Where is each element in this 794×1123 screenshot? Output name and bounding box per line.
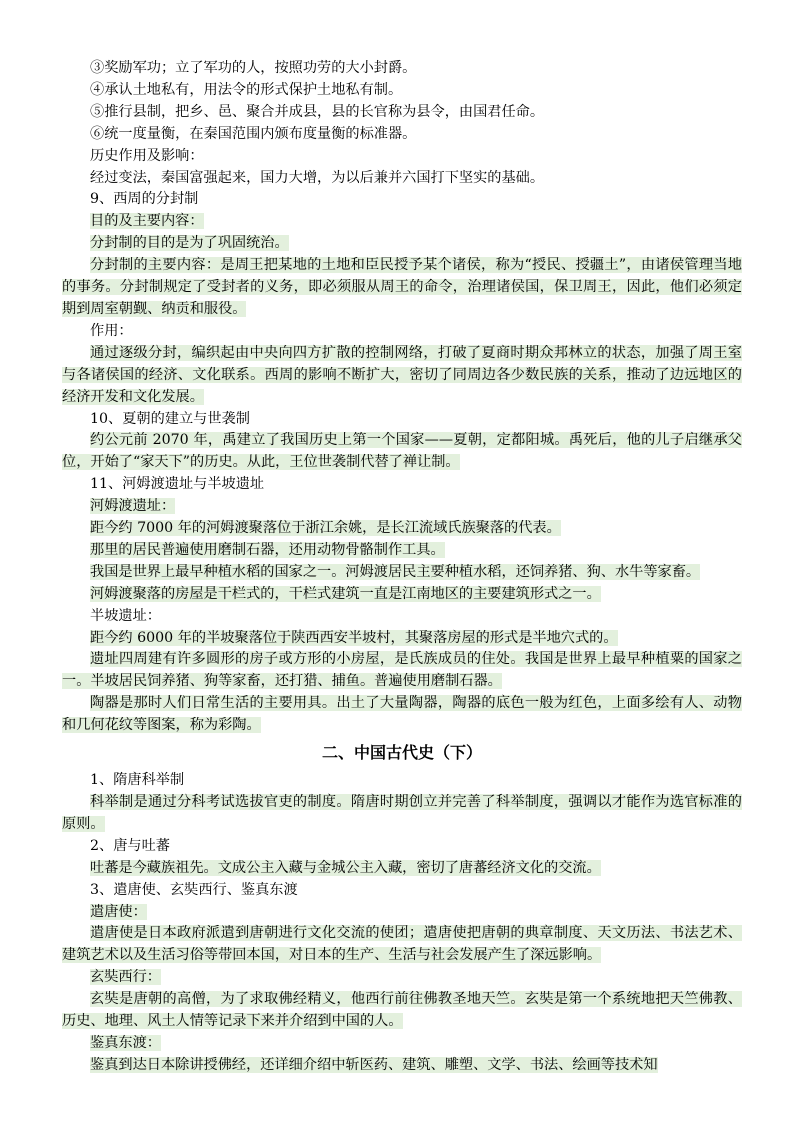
paragraph [62, 233, 742, 255]
paragraph-text: 经过变法，秦国富强起来，国力大增，为以后兼并六国打下坚实的基础。 [90, 169, 545, 186]
paragraph [62, 540, 742, 562]
paragraph [62, 211, 742, 233]
paragraph-text: 鉴真到达日本除讲授佛经，还详细介绍中斩医药、建筑、雕塑、文学、书法、绘画等技术知 [90, 1056, 658, 1073]
paragraph-text: 那里的居民普遍使用磨制石器，还用动物骨骼制作工具。 [90, 541, 445, 558]
paragraph [62, 923, 742, 967]
paragraph-text: 半坡遗址： [90, 607, 161, 624]
paragraph [62, 628, 742, 650]
paragraph-text: 约公元前 2070 年，禹建立了我国历史上第一个国家——夏朝，定都阳城。禹死后，他的儿子启继承父位，开始了“家天下”的历史。从此，王位世袭制代替了禅让制。 [62, 432, 742, 471]
paragraph [62, 967, 742, 989]
paragraph-text: 3、遣唐使、玄奘西行、鉴真东渡 [90, 881, 298, 898]
paragraph [62, 496, 742, 518]
paragraph-text: ③奖励军功；立了军功的人，按照功劳的大小封爵。 [90, 60, 417, 76]
section-ancient-history-part1 [62, 58, 742, 737]
paragraph [62, 792, 742, 836]
paragraph [62, 989, 742, 1033]
paragraph-text: 玄奘是唐朝的高僧，为了求取佛经精义，他西行前往佛教圣地天竺。玄奘是第一个系统地把天竺佛教、历史、地理、风土人情等记录下来并介绍到中国的人。 [62, 991, 742, 1030]
paragraph [62, 102, 742, 124]
paragraph-text: 9、西周的分封制 [90, 191, 199, 208]
paragraph-text: 距今约 6000 年的半坡聚落位于陕西西安半坡村，其聚落房屋的形式是半地穴式的。 [90, 629, 618, 646]
paragraph [62, 770, 742, 792]
paragraph-text: 2、唐与吐蕃 [90, 837, 170, 854]
paragraph-text: 遗址四周建有许多圆形的房子或方形的小房屋，是氏族成员的住处。我国是世界上最早种植粟的国家之一。半坡居民饲养猪、狗等家畜，还打猎、捕鱼。普遍使用磨制石器。 [62, 651, 742, 690]
paragraph-text: ④承认土地私有，用法令的形式保护土地私有制。 [90, 81, 403, 98]
paragraph [62, 80, 742, 102]
section-heading: 二、中国古代史（下） [321, 743, 482, 763]
paragraph [62, 858, 742, 880]
paragraph-text: 陶器是那时人们日常生活的主要用具。出土了大量陶器，陶器的底色一般为红色，上面多绘有人、动物和几何花纹等图案，称为彩陶。 [62, 695, 742, 734]
document-body [62, 58, 742, 1077]
paragraph [62, 124, 742, 146]
paragraph [62, 474, 742, 496]
paragraph [62, 606, 742, 628]
paragraph-text: 鉴真东渡： [90, 1034, 161, 1051]
paragraph-text: 科举制是通过分科考试选拔官吏的制度。隋唐时期创立并完善了科举制度，强调以才能作为选官标准的原则。 [62, 794, 742, 832]
paragraph [62, 146, 742, 168]
paragraph [62, 584, 742, 606]
paragraph [62, 255, 742, 321]
paragraph [62, 409, 742, 431]
paragraph [62, 1033, 742, 1055]
paragraph [62, 430, 742, 474]
paragraph [62, 58, 742, 80]
paragraph-text: ⑥统一度量衡，在秦国范围内颁布度量衡的标准器。 [90, 125, 417, 142]
paragraph [62, 343, 742, 409]
paragraph-text: 历史作用及影响： [90, 147, 204, 164]
paragraph-text: 10、夏朝的建立与世袭制 [90, 410, 250, 427]
paragraph [62, 902, 742, 924]
paragraph-text: 11、河姆渡遗址与半坡遗址 [90, 476, 265, 493]
paragraph-text: 遣唐使： [90, 903, 147, 920]
paragraph-text: 通过逐级分封，编织起由中央向四方扩散的控制网络，打破了夏商时期众邦林立的状态，加强了周王室与各诸侯国的经济、文化联系。西周的影响不断扩大，密切了同周边各少数民族的关系，推动了边远地区的经济开发和文化发展。 [62, 344, 742, 405]
paragraph [62, 189, 742, 211]
paragraph [62, 836, 742, 858]
paragraph [62, 693, 742, 737]
paragraph-text: 分封制的主要内容：是周王把某地的土地和臣民授予某个诸侯，称为“授民、授疆土”，由诸侯管理当地的事务。分封制规定了受封者的义务，即必须服从周王的命令，治理诸侯国，保卫周王，因此，他们必须定期到周室朝觐、纳贡和服役。 [62, 257, 742, 317]
paragraph [62, 880, 742, 902]
paragraph-text: 作用： [90, 322, 133, 339]
paragraph-text: 遣唐使是日本政府派遣到唐朝进行文化交流的使团；遣唐使把唐朝的典章制度、天文历法、书法艺术、建筑艺术以及生活习俗等带回本国，对日本的生产、生活与社会发展产生了深远影响。 [62, 925, 742, 964]
paragraph-text: 吐蕃是今藏族祖先。文成公主入藏与金城公主入藏，密切了唐蕃经济文化的交流。 [90, 859, 601, 876]
paragraph-text: 目的及主要内容： [90, 213, 204, 230]
paragraph-text: 分封制的目的是为了巩固统治。 [90, 235, 289, 252]
paragraph-text: 距今约 7000 年的河姆渡聚落位于浙江余姚，是长江流域氏族聚落的代表。 [90, 520, 561, 537]
paragraph-text: 玄奘西行： [90, 969, 161, 986]
paragraph [62, 1055, 742, 1077]
section-ancient-history-part2 [62, 770, 742, 1077]
paragraph-text: 我国是世界上最早种植水稻的国家之一。河姆渡居民主要种植水稻，还饲养猪、狗、水牛等家畜。 [90, 563, 701, 580]
paragraph [62, 562, 742, 584]
paragraph [62, 321, 742, 343]
paragraph [62, 649, 742, 693]
paragraph-text: 河姆渡遗址： [90, 498, 176, 515]
paragraph-text: 河姆渡聚落的房屋是干栏式的，干栏式建筑一直是江南地区的主要建筑形式之一。 [90, 585, 601, 602]
paragraph-text: 1、隋唐科举制 [90, 772, 185, 789]
paragraph-text: ⑤推行县制，把乡、邑、聚合并成县，县的长官称为县令，由国君任命。 [90, 103, 545, 120]
paragraph [62, 168, 742, 190]
paragraph [62, 518, 742, 540]
